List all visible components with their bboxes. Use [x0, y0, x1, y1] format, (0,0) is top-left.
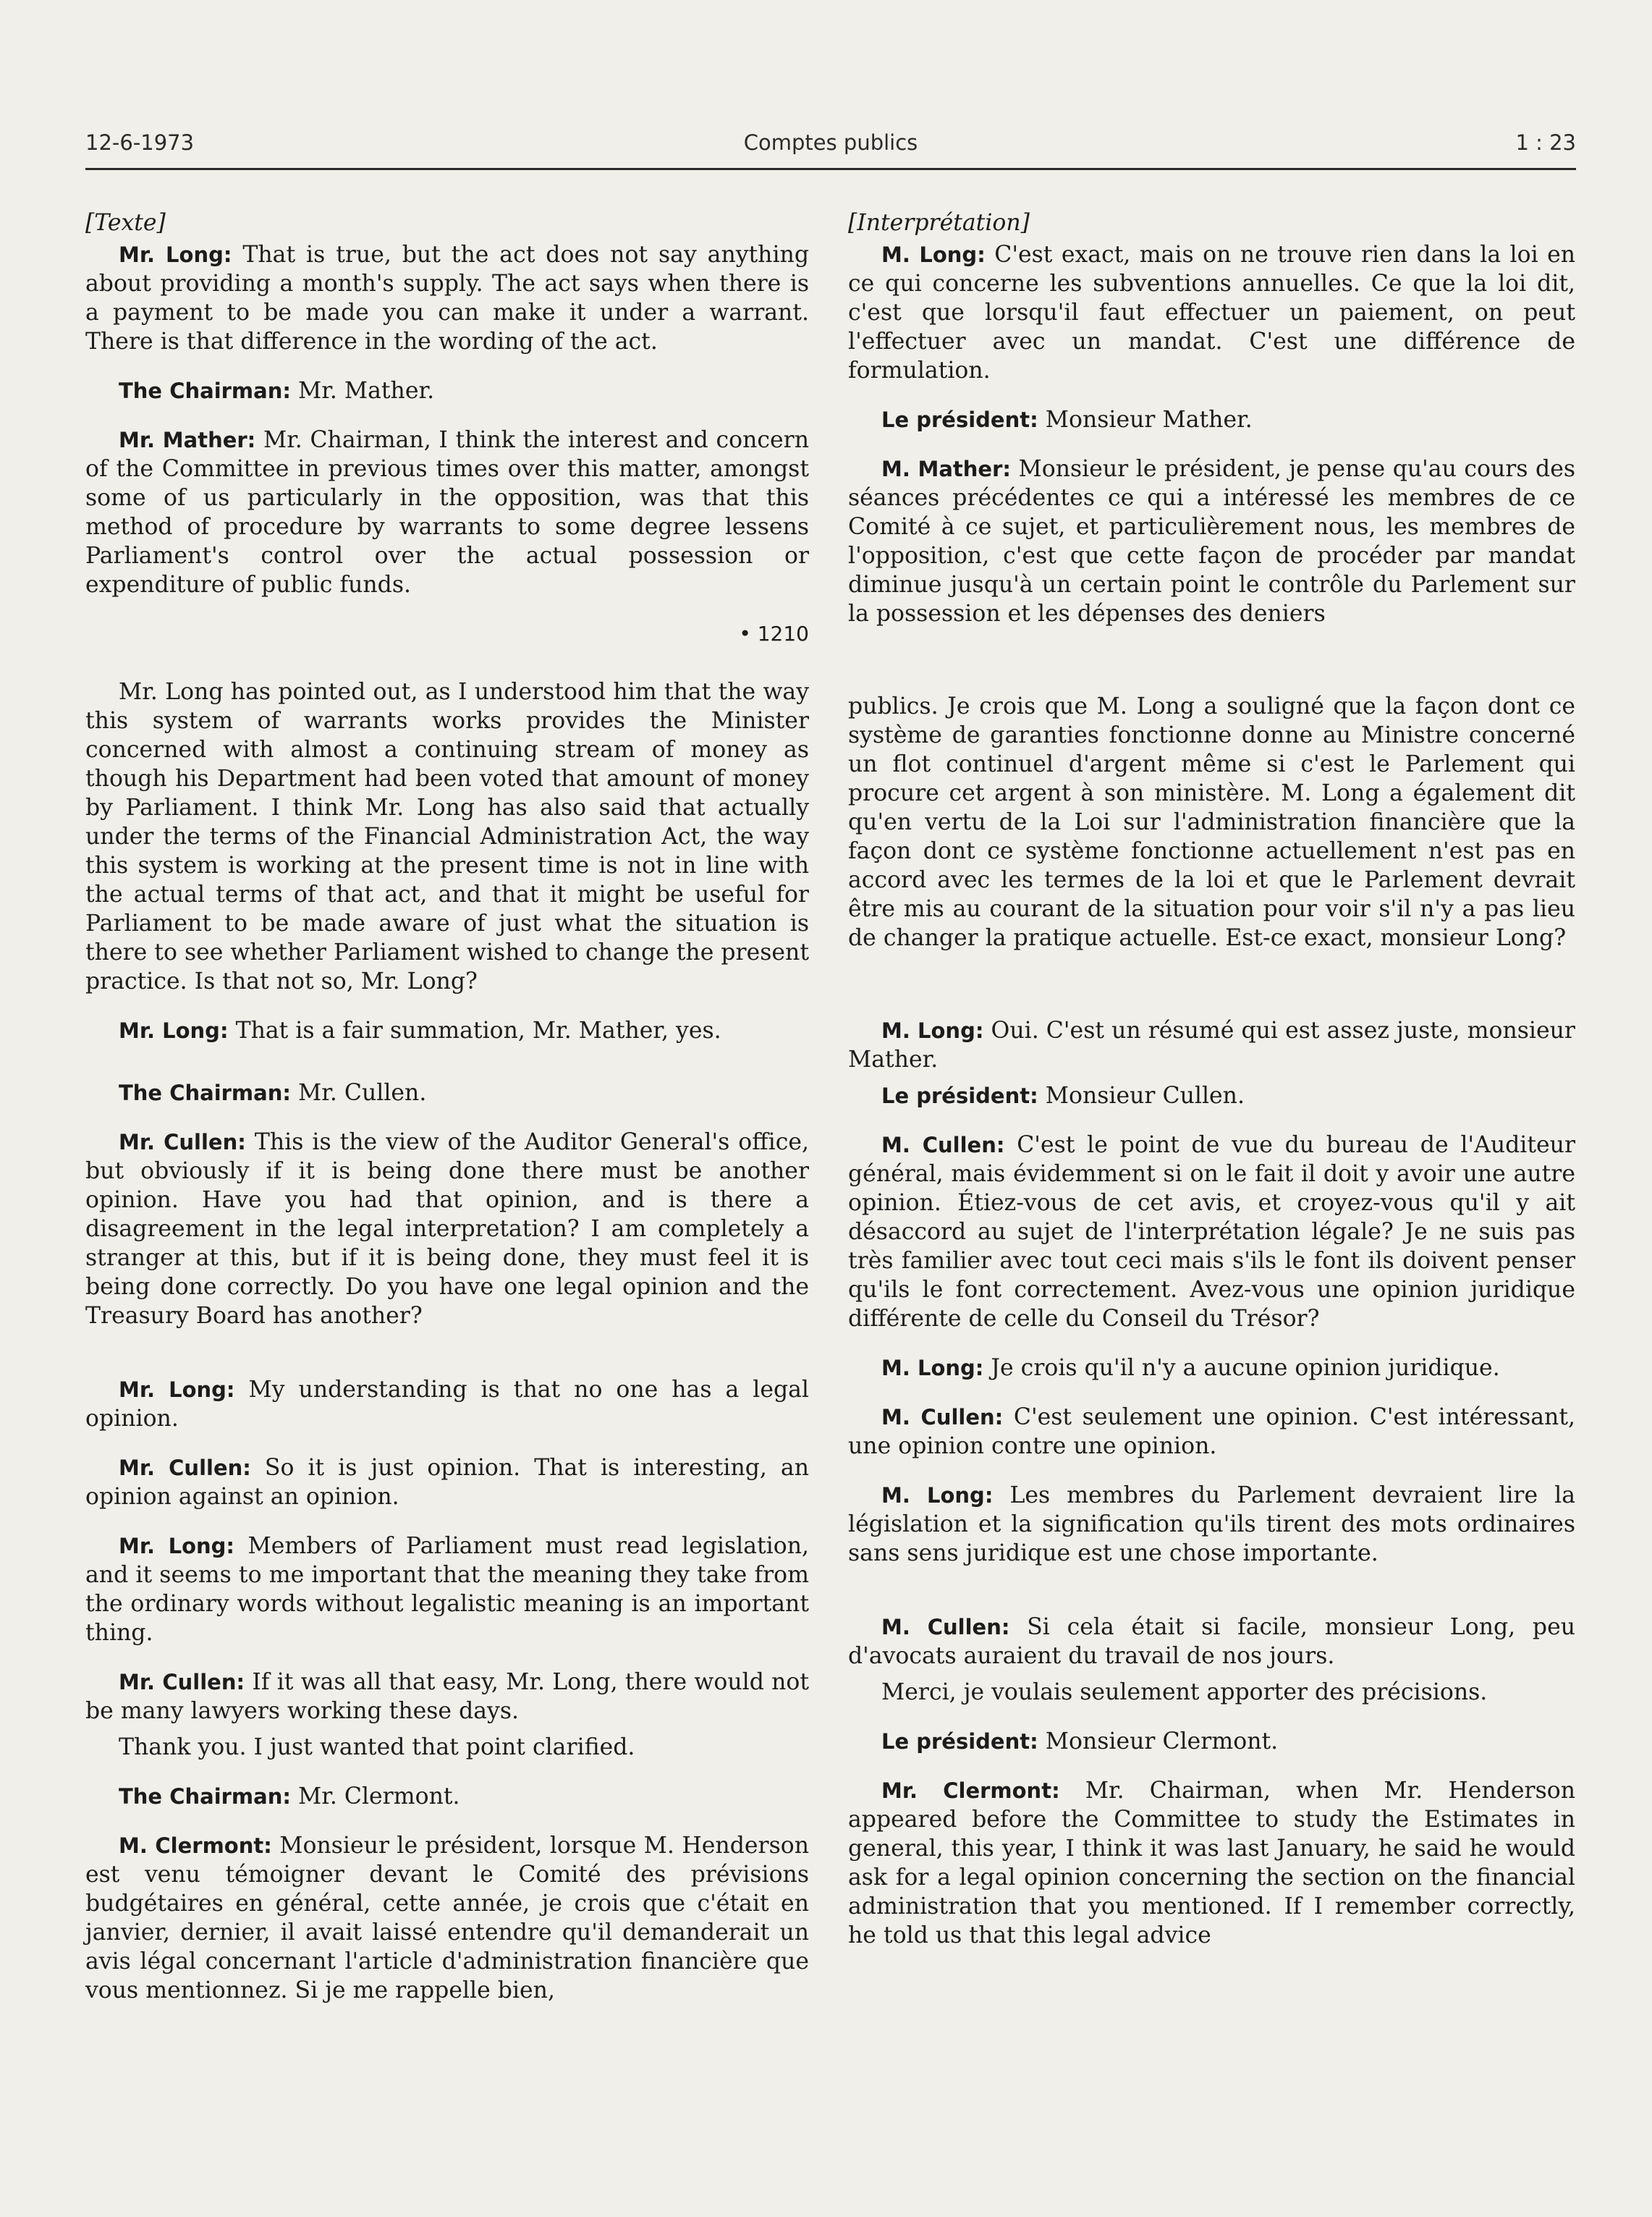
paragraph-text: Si cela était si facile, monsieur Long, peu d'avocats auraient du travail de nos jours. [848, 1614, 1575, 1669]
speaker-name: M. Long: [881, 242, 986, 267]
paragraph-text: Oui. C'est un résumé qui est assez juste, monsieur Mather. [848, 1018, 1575, 1073]
paragraph-text: Monsieur Clermont. [1045, 1728, 1279, 1754]
speaker-name: The Chairman: [119, 1081, 291, 1105]
speaker-name: Le président: [881, 407, 1038, 432]
paragraph-text: Thank you. I just wanted that point clarified. [119, 1734, 635, 1760]
speaker-name: M. Clermont: [119, 1833, 272, 1858]
speaker-name: Le président: [881, 1084, 1038, 1108]
header-title: Comptes publics [743, 130, 918, 155]
paragraph-text: Mr. Mather. [297, 378, 435, 404]
paragraph [848, 240, 1575, 385]
speaker-name: Mr. Mather: [119, 428, 256, 452]
paragraph [85, 1668, 809, 1726]
paragraph [85, 1078, 809, 1107]
paragraph [85, 426, 809, 599]
paragraph [85, 1532, 809, 1647]
paragraph-text: Members of Parliament must read legislation, and it seems to me important that the meaning they take from the ordinary words without legalistic meaning is an important thing. [85, 1533, 810, 1646]
speaker-name: M. Cullen: [881, 1615, 1010, 1639]
paragraph [85, 677, 809, 996]
paragraph-text: Monsieur le président, je pense qu'au cours des séances précédentes ce qui a intéressé les membres de ce Comité à ce sujet, et particulièrement nous, les membres de l'opposition, c'est que cette façon de procéder par mandat diminue jusqu'à un certain point le contrôle du Parlement sur la possession et les dépenses des deniers [848, 456, 1575, 627]
paragraph-text: Mr. Chairman, when Mr. Henderson appeared before the Committee to study the Estimates in general, this year, I think it was last January, he said he would ask for a legal opinion concerning the section on the financial administration that you mentioned. If I remember correctly, he told us that this legal advice [848, 1778, 1576, 1948]
paragraph [848, 1481, 1575, 1568]
paragraph-text: That is a fair summation, Mr. Mather, yes. [235, 1018, 721, 1044]
speaker-name: M. Cullen: [881, 1133, 1005, 1157]
paragraph-text: publics. Je crois que M. Long a souligné que la façon dont ce système de garanties fonctionne donne au Ministre concerné un flot continuel d'argent même si c'est le Parlement qui procure cet argent à son ministère. M. Long a également dit qu'en vertu de la Loi sur l'administration financière que la façon dont ce système fonctionne actuellement n'est pas en accord avec les termes de la loi et que le Parlement devrait être mis au courant de la situation pour voir s'il n'y a pas lieu de changer la pratique actuelle. Est-ce exact, monsieur Long? [848, 693, 1575, 951]
paragraph [848, 692, 1575, 953]
speaker-name: Mr. Cullen: [119, 1670, 245, 1694]
paragraph-text: Monsieur Mather. [1045, 407, 1253, 433]
speaker-name: M. Mather: [881, 457, 1011, 481]
paragraph-text: Mr. Clermont. [297, 1783, 460, 1810]
speaker-name: M. Long: [881, 1483, 994, 1508]
paragraph-text: C'est exact, mais on ne trouve rien dans la loi en ce qui concerne les subventions annuelles. Ce que la loi dit, c'est que lorsqu'il faut effectuer un paiement, on peut l'effectuer avec un mandat. C'est une différence de formulation. [848, 242, 1576, 384]
paragraph [848, 1016, 1575, 1074]
speaker-name: Mr. Cullen: [119, 1456, 251, 1480]
paragraph [848, 455, 1575, 628]
header-date: 12-6-1973 [85, 130, 195, 155]
speaker-name: Mr. Long: [119, 1018, 229, 1043]
section-label: [Interprétation] [848, 210, 1030, 236]
paragraph-text: Monsieur le président, lorsque M. Henderson est venu témoigner devant le Comité des prévisions budgétaires en général, cette année, je crois que c'était en janvier, dernier, il avait laissé entendre qu'il demanderait un avis légal concernant l'article d'administration financière que vous mentionnez. Si je me rappelle bien, [85, 1833, 810, 2003]
english-column [85, 208, 809, 2025]
paragraph-text: This is the view of the Auditor General's office, but obviously if it is being done there must be another opinion. Have you had that opinion, and is there a disagreement in the legal interpretation? I am completely a stranger at this, but if it is being done, they must feel it is being done correctly. Do you have one legal opinion and the Treasury Board has another? [85, 1129, 809, 1329]
paragraph [85, 1733, 809, 1762]
paragraph [85, 1128, 809, 1330]
page-header [85, 124, 1576, 170]
paragraph [85, 240, 809, 356]
paragraph-text: Merci, je voulais seulement apporter des précisions. [881, 1679, 1488, 1705]
paragraph [848, 1727, 1575, 1756]
paragraph [85, 376, 809, 405]
paragraph-text: C'est le point de vue du bureau de l'Auditeur général, mais évidemment si on le fait il doit y avoir une autre opinion. Étiez-vous de cet avis, et croyez-vous qu'il y ait désaccord au sujet de l'interprétation légale? Je ne suis pas très familier avec tout ceci mais s'ils le font ils doivent penser qu'ils le font correctement. Avez-vous une opinion juridique différente de celle du Conseil du Trésor? [848, 1132, 1575, 1332]
paragraph [848, 1678, 1575, 1707]
paragraph-text: Mr. Chairman, I think the interest and concern of the Committee in previous times over this matter, amongst some of us particularly in the opposition, was that this method of procedure by warrants to some degree lessens Parliament's control over the actual possession or expenditure of public funds. [85, 427, 809, 598]
speaker-name: Mr. Long: [119, 242, 232, 267]
french-column [848, 208, 1575, 1970]
paragraph-text: C'est seulement une opinion. C'est intéressant, une opinion contre une opinion. [848, 1404, 1575, 1459]
speaker-name: M. Long: [881, 1356, 984, 1380]
paragraph-text: Mr. Cullen. [297, 1080, 427, 1106]
paragraph-text: My understanding is that no one has a legal opinion. [85, 1377, 809, 1432]
paragraph [85, 1375, 809, 1433]
paragraph [848, 1613, 1575, 1671]
paragraph [85, 1831, 809, 2005]
paragraph-text: Monsieur Cullen. [1045, 1083, 1245, 1109]
paragraph-text: Les membres du Parlement devraient lire la législation et la signification qu'ils tirent des mots ordinaires sans sens juridique est une chose importante. [848, 1482, 1576, 1566]
paragraph [85, 1016, 809, 1045]
speaker-name: M. Cullen: [881, 1405, 1004, 1430]
paragraph-text: If it was all that easy, Mr. Long, there would not be many lawyers working these days. [85, 1669, 810, 1724]
header-page-number: 1 : 23 [1515, 130, 1576, 155]
speaker-name: Le président: [881, 1729, 1038, 1754]
speaker-name: Mr. Cullen: [119, 1130, 246, 1154]
speaker-name: Mr. Long: [119, 1534, 235, 1558]
speaker-name: The Chairman: [119, 1784, 291, 1809]
paragraph [848, 1131, 1575, 1333]
paragraph [848, 1354, 1575, 1382]
paragraph-text: So it is just opinion. That is interesting, an opinion against an opinion. [85, 1455, 809, 1510]
paragraph [848, 1776, 1575, 1950]
paragraph [848, 405, 1575, 434]
speaker-name: M. Long: [881, 1018, 984, 1043]
paragraph [848, 1403, 1575, 1461]
paragraph [85, 1782, 809, 1811]
paragraph-text: Je crois qu'il n'y a aucune opinion juridique. [991, 1355, 1500, 1381]
paragraph [848, 1081, 1575, 1110]
paragraph [85, 1453, 809, 1511]
speaker-name: The Chairman: [119, 379, 291, 403]
speaker-name: Mr. Long: [119, 1377, 235, 1402]
time-marker: • 1210 [739, 622, 809, 646]
section-label: [Texte] [85, 210, 166, 236]
paragraph-text: Mr. Long has pointed out, as I understood him that the way this system of warrants works provides the Minister concerned with almost a continuing stream of money as though his Department had been voted that amount of money by Parliament. I think Mr. Long has also said that actually under the terms of the Financial Administration Act, the way this system is working at the present time is not in line with the actual terms of that act, and that it might be useful for Parliament to be made aware of just what the situation is there to see whether Parliament wished to change the present practice. Is that not so, Mr. Long? [85, 679, 809, 995]
speaker-name: Mr. Clermont: [881, 1778, 1060, 1803]
paragraph-text: That is true, but the act does not say anything about providing a month's supply. The act says when there is a payment to be made you can make it under a warrant. There is that difference in the wording of the act. [85, 242, 809, 355]
